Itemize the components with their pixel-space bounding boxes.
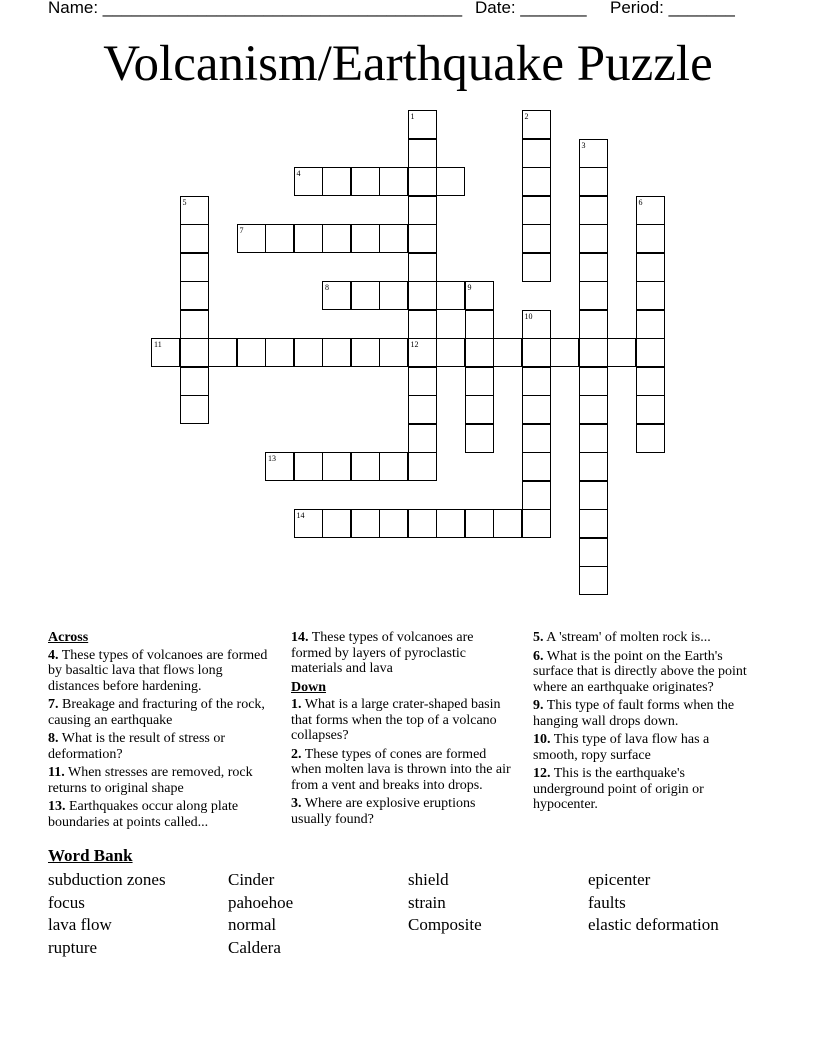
crossword-cell[interactable]	[408, 167, 437, 196]
clue-across-7: 7. Breakage and fracturing of the rock, causing an earthquake	[48, 697, 265, 728]
crossword-cell[interactable]	[322, 338, 351, 367]
crossword-cell[interactable]	[465, 310, 494, 339]
clue-number: 12	[410, 340, 419, 349]
crossword-cell[interactable]	[322, 509, 351, 538]
crossword-cell[interactable]	[294, 224, 323, 253]
crossword-cell[interactable]	[180, 338, 209, 367]
word-bank-title: Word Bank	[48, 846, 133, 865]
word-bank-item: focus	[48, 892, 85, 912]
word-bank-item: Cinder	[228, 870, 275, 889]
crossword-cell[interactable]	[322, 452, 351, 481]
clue-across-4: 4. These types of volcanoes are formed by basaltic lava that flows long distances before hardening.	[48, 647, 268, 694]
crossword-cell[interactable]	[408, 281, 437, 310]
crossword-cell[interactable]	[579, 481, 608, 510]
clue-down-10: 10. This type of lava flow has a smooth, ropy surface	[533, 732, 710, 763]
word-bank-item: shield	[408, 870, 449, 889]
crossword-cell[interactable]	[265, 452, 294, 481]
word-bank-list	[48, 869, 788, 959]
crossword-cell[interactable]	[408, 253, 437, 282]
crossword-cell[interactable]	[465, 338, 494, 367]
crossword-cell[interactable]	[180, 367, 209, 396]
word-bank-item: elastic deformation	[588, 915, 719, 935]
crossword-cell[interactable]	[579, 509, 608, 538]
crossword-cell[interactable]	[180, 281, 209, 310]
crossword-cell[interactable]	[579, 281, 608, 310]
crossword-cell[interactable]	[379, 167, 408, 196]
crossword-cell[interactable]	[237, 224, 266, 253]
crossword-cell[interactable]	[436, 509, 465, 538]
clue-down-6: 6. What is the point on the Earth's surface that is directly above the point where an earthquake originates?	[533, 648, 747, 695]
clue-down-12: 12. This is the earthquake's underground point of origin or hypocenter.	[533, 766, 704, 812]
crossword-cell[interactable]	[351, 281, 380, 310]
crossword-cell[interactable]	[408, 310, 437, 339]
clue-number: 5	[182, 197, 187, 207]
clue-across-14: 14. These types of volcanoes are formed by layers of pyroclastic materials and lava	[291, 630, 474, 676]
clue-down-9: 9. This type of fault forms when the hanging wall drops down.	[533, 698, 735, 729]
clue-number: 8	[325, 283, 329, 292]
crossword-cell[interactable]	[522, 481, 551, 510]
crossword-cell[interactable]	[322, 224, 351, 253]
crossword-cell[interactable]	[351, 224, 380, 253]
crossword-cell[interactable]	[522, 110, 551, 139]
crossword-cell[interactable]	[465, 424, 494, 453]
crossword-cell[interactable]	[579, 538, 608, 567]
crossword-cell[interactable]	[579, 367, 608, 396]
crossword-cell[interactable]	[351, 509, 380, 538]
word-bank	[48, 845, 788, 959]
crossword-cell[interactable]	[465, 395, 494, 424]
crossword-cell[interactable]	[579, 224, 608, 253]
clues-column-3	[533, 630, 755, 816]
crossword-cell[interactable]	[465, 367, 494, 396]
crossword-cell[interactable]	[522, 395, 551, 424]
crossword-cell[interactable]	[636, 367, 665, 396]
crossword-cell[interactable]	[408, 224, 437, 253]
crossword-cell[interactable]	[579, 395, 608, 424]
crossword-cell[interactable]	[294, 452, 323, 481]
crossword-cell[interactable]	[522, 224, 551, 253]
crossword-cell[interactable]	[522, 196, 551, 225]
crossword-cell[interactable]	[408, 367, 437, 396]
crossword-cell[interactable]	[493, 509, 522, 538]
crossword-cell[interactable]	[522, 452, 551, 481]
clue-number: 11	[154, 340, 162, 349]
crossword-cell[interactable]	[408, 139, 437, 168]
clues-column-1	[48, 630, 270, 833]
crossword-cell[interactable]	[436, 167, 465, 196]
date-field: Date: _______	[475, 0, 587, 17]
clue-number: 9	[467, 283, 472, 292]
crossword-cell[interactable]	[522, 139, 551, 168]
crossword-cell[interactable]	[579, 253, 608, 282]
crossword-cell[interactable]	[208, 338, 237, 367]
clues-column-2	[291, 630, 515, 830]
clue-number: 3	[581, 140, 586, 150]
crossword-cell[interactable]	[322, 281, 351, 310]
crossword-cell[interactable]	[579, 139, 608, 168]
word-bank-item: Caldera	[228, 937, 281, 957]
crossword-cell[interactable]	[579, 338, 608, 367]
crossword-cell[interactable]	[379, 281, 408, 310]
crossword-cell[interactable]	[579, 566, 608, 595]
crossword-cell[interactable]	[636, 281, 665, 310]
crossword-cell[interactable]	[379, 509, 408, 538]
crossword-cell[interactable]	[351, 338, 380, 367]
crossword-cell[interactable]	[465, 509, 494, 538]
crossword-cell[interactable]	[180, 253, 209, 282]
clue-down-1: 1. What is a large crater-shaped basin that forms when the top of a volcano collapses?	[291, 697, 501, 743]
crossword-cell[interactable]	[265, 224, 294, 253]
clue-number: 6	[638, 197, 643, 207]
crossword-cell[interactable]	[579, 424, 608, 453]
crossword-cell[interactable]	[522, 424, 551, 453]
crossword-cell[interactable]	[408, 196, 437, 225]
down-heading: Down	[291, 679, 327, 695]
crossword-cell[interactable]	[180, 224, 209, 253]
crossword-cell[interactable]	[579, 167, 608, 196]
word-bank-item: faults	[588, 892, 626, 912]
word-bank-item: pahoehoe	[228, 892, 294, 912]
crossword-cell[interactable]	[351, 167, 380, 196]
crossword-cell[interactable]	[636, 224, 665, 253]
crossword-cell[interactable]	[579, 196, 608, 225]
crossword-cell[interactable]	[379, 338, 408, 367]
clue-number: 13	[268, 454, 276, 463]
word-bank-item: normal	[228, 915, 277, 935]
clue-across-13: 13. Earthquakes occur along plate boundaries at points called...	[48, 799, 239, 830]
crossword-cell[interactable]	[408, 452, 437, 481]
crossword-cell[interactable]	[408, 395, 437, 424]
name-field: Name: ______________________________________	[48, 0, 463, 17]
clue-number: 4	[296, 169, 301, 178]
crossword-cell[interactable]	[379, 224, 408, 253]
crossword-cell[interactable]	[294, 338, 323, 367]
crossword-cell[interactable]	[408, 424, 437, 453]
crossword-cell[interactable]	[294, 167, 323, 196]
crossword-cell[interactable]	[180, 196, 209, 225]
clue-number: 7	[239, 226, 244, 235]
crossword-cell[interactable]	[322, 167, 351, 196]
crossword-cell[interactable]	[180, 395, 209, 424]
crossword-cell[interactable]	[636, 196, 665, 225]
page-title: Volcanism/Earthquake Puzzle	[103, 36, 713, 92]
crossword-cell[interactable]	[151, 338, 180, 367]
crossword-cell[interactable]	[351, 452, 380, 481]
clue-across-11: 11. When stresses are removed, rock returns to original shape	[48, 765, 253, 796]
crossword-cell[interactable]	[237, 338, 266, 367]
clue-across-8: 8. What is the result of stress or deformation?	[48, 731, 226, 762]
word-bank-item: lava flow	[48, 915, 112, 935]
crossword-cell[interactable]	[522, 367, 551, 396]
crossword-cell[interactable]	[550, 338, 579, 367]
clue-number: 1	[410, 112, 415, 121]
across-heading: Across	[48, 630, 89, 645]
crossword-cell[interactable]	[379, 452, 408, 481]
crossword-cell[interactable]	[522, 509, 551, 538]
clue-down-3: 3. Where are explosive eruptions usually found?	[291, 796, 476, 827]
word-bank-item: rupture	[48, 937, 98, 957]
crossword-cell[interactable]	[579, 310, 608, 339]
crossword-cell[interactable]	[579, 452, 608, 481]
crossword-cell[interactable]	[522, 167, 551, 196]
crossword-cell[interactable]	[436, 338, 465, 367]
word-bank-item: Composite	[408, 915, 482, 935]
crossword-cell[interactable]	[294, 509, 323, 538]
period-field: Period: _______	[610, 0, 735, 17]
crossword-cell[interactable]	[408, 110, 437, 139]
crossword-cell[interactable]	[265, 338, 294, 367]
crossword-cell[interactable]	[636, 310, 665, 339]
crossword-cell[interactable]	[408, 509, 437, 538]
crossword-cell[interactable]	[636, 395, 665, 424]
clue-down-2: 2. These types of cones are formed when molten lava is thrown into the air from a vent and breaks into drops.	[291, 746, 511, 793]
crossword-cell[interactable]	[522, 253, 551, 282]
word-bank-item: epicenter	[588, 870, 651, 889]
crossword-cell[interactable]	[436, 281, 465, 310]
crossword-cell[interactable]	[522, 310, 551, 339]
crossword-cell[interactable]	[493, 338, 522, 367]
clue-number: 10	[524, 311, 533, 321]
crossword-cell[interactable]	[408, 338, 437, 367]
crossword-cell[interactable]	[607, 338, 636, 367]
crossword-cell[interactable]	[522, 338, 551, 367]
crossword-cell[interactable]	[636, 338, 665, 367]
crossword-cell[interactable]	[636, 424, 665, 453]
clue-number: 2	[524, 112, 529, 121]
word-bank-item: subduction zones	[48, 870, 166, 889]
crossword-cell[interactable]	[465, 281, 494, 310]
word-bank-item: strain	[408, 892, 446, 912]
clue-down-5: 5. A 'stream' of molten rock is...	[533, 630, 711, 645]
crossword-cell[interactable]	[636, 253, 665, 282]
crossword-cell[interactable]	[180, 310, 209, 339]
clue-number: 14	[296, 511, 305, 520]
